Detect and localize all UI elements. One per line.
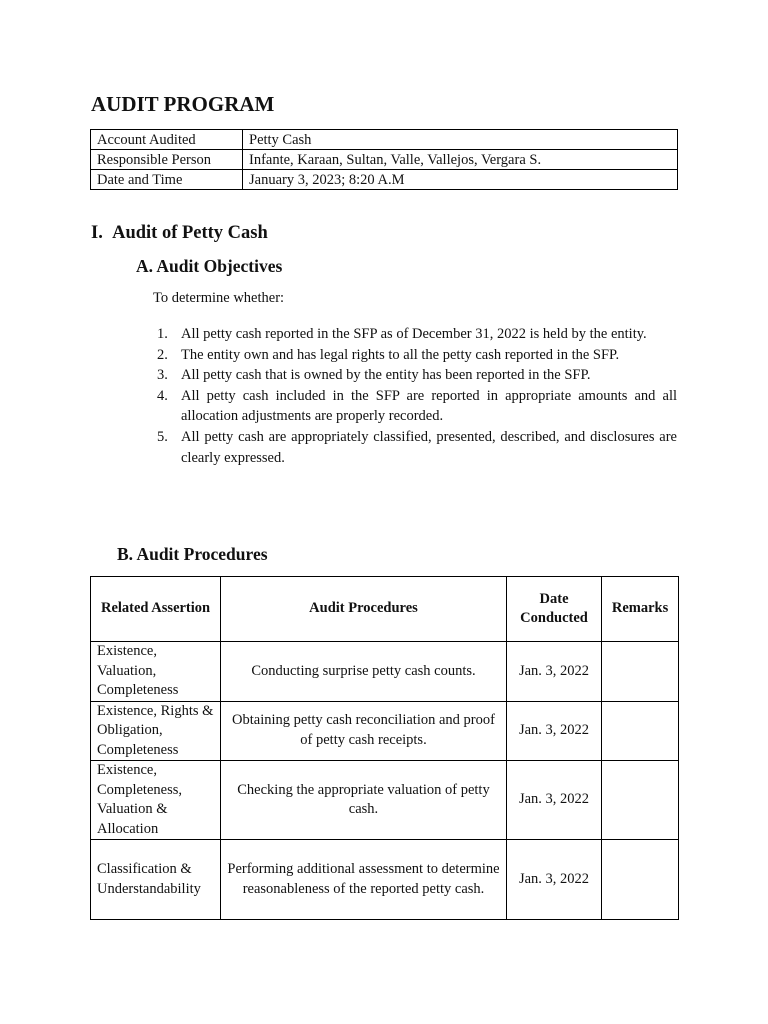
- procedure-cell: Conducting surprise petty cash counts.: [221, 642, 507, 702]
- header-date: Date Conducted: [506, 577, 601, 642]
- info-value: Petty Cash: [243, 130, 678, 150]
- objectives-heading: A. Audit Objectives: [136, 256, 283, 276]
- date-cell: Jan. 3, 2022: [506, 642, 601, 702]
- list-text: All petty cash reported in the SFP as of December 31, 2022 is held by the entity.: [181, 326, 647, 342]
- list-item: [153, 365, 677, 386]
- procedures-heading: B. Audit Procedures: [117, 544, 268, 564]
- remarks-cell: [602, 642, 679, 702]
- info-value: Infante, Karaan, Sultan, Valle, Vallejos, Vergara S.: [243, 150, 678, 170]
- header-procedure: Audit Procedures: [221, 577, 507, 642]
- info-table: [90, 129, 678, 190]
- assertion-cell: Classification & Understandability: [91, 840, 221, 920]
- info-label: Responsible Person: [91, 150, 243, 170]
- info-row-account: [91, 130, 678, 150]
- section-heading: [91, 222, 268, 244]
- list-number: 1.: [157, 326, 168, 342]
- header-assertion: Related Assertion: [91, 577, 221, 642]
- section-title: Audit of Petty Cash: [112, 223, 268, 243]
- list-item: [153, 427, 677, 468]
- list-number: 2.: [157, 346, 168, 363]
- list-text: All petty cash that is owned by the entity has been reported in the SFP.: [181, 367, 591, 384]
- objectives-intro: To determine whether:: [153, 290, 285, 306]
- info-row-date: [91, 170, 678, 190]
- remarks-cell: [602, 840, 679, 920]
- date-cell: Jan. 3, 2022: [506, 701, 601, 761]
- list-number: 4.: [157, 387, 168, 404]
- table-row: [91, 701, 679, 761]
- procedure-cell: Checking the appropriate valuation of petty cash.: [221, 761, 507, 840]
- list-item: [153, 345, 677, 366]
- procedure-cell: Obtaining petty cash reconciliation and proof of petty cash receipts.: [221, 701, 507, 761]
- info-row-responsible: [91, 150, 678, 170]
- table-row: [91, 642, 679, 702]
- date-cell: Jan. 3, 2022: [506, 840, 601, 920]
- info-label: Date and Time: [91, 170, 243, 190]
- assertion-cell: Existence, Valuation, Completeness: [91, 642, 221, 702]
- list-number: 3.: [157, 367, 168, 384]
- info-value: January 3, 2023; 8:20 A.M: [243, 170, 678, 190]
- remarks-cell: [602, 701, 679, 761]
- date-cell: Jan. 3, 2022: [506, 761, 601, 840]
- table-row: [91, 761, 679, 840]
- table-header-row: [91, 577, 679, 642]
- procedures-table: [90, 576, 679, 920]
- assertion-cell: Existence, Completeness, Valuation & Allocation: [91, 761, 221, 840]
- list-text: All petty cash included in the SFP are reported in appropriate amounts and all allocation adjustments are properly recorded.: [181, 387, 677, 425]
- list-item: [153, 324, 677, 345]
- table-row: [91, 840, 679, 920]
- assertion-cell: Existence, Rights & Obligation, Completeness: [91, 701, 221, 761]
- objectives-list: [153, 324, 677, 468]
- page-title: AUDIT PROGRAM: [91, 92, 275, 116]
- list-number: 5.: [157, 428, 168, 445]
- header-remarks: Remarks: [602, 577, 679, 642]
- procedure-cell: Performing additional assessment to determine reasonableness of the reported petty cash.: [221, 840, 507, 920]
- section-number: I.: [91, 223, 103, 243]
- list-text: The entity own and has legal rights to all the petty cash reported in the SFP.: [181, 346, 620, 363]
- info-label: Account Audited: [91, 130, 243, 150]
- list-item: [153, 386, 677, 427]
- remarks-cell: [602, 761, 679, 840]
- list-text: All petty cash are appropriately classified, presented, described, and disclosures are clearly expressed.: [181, 428, 677, 466]
